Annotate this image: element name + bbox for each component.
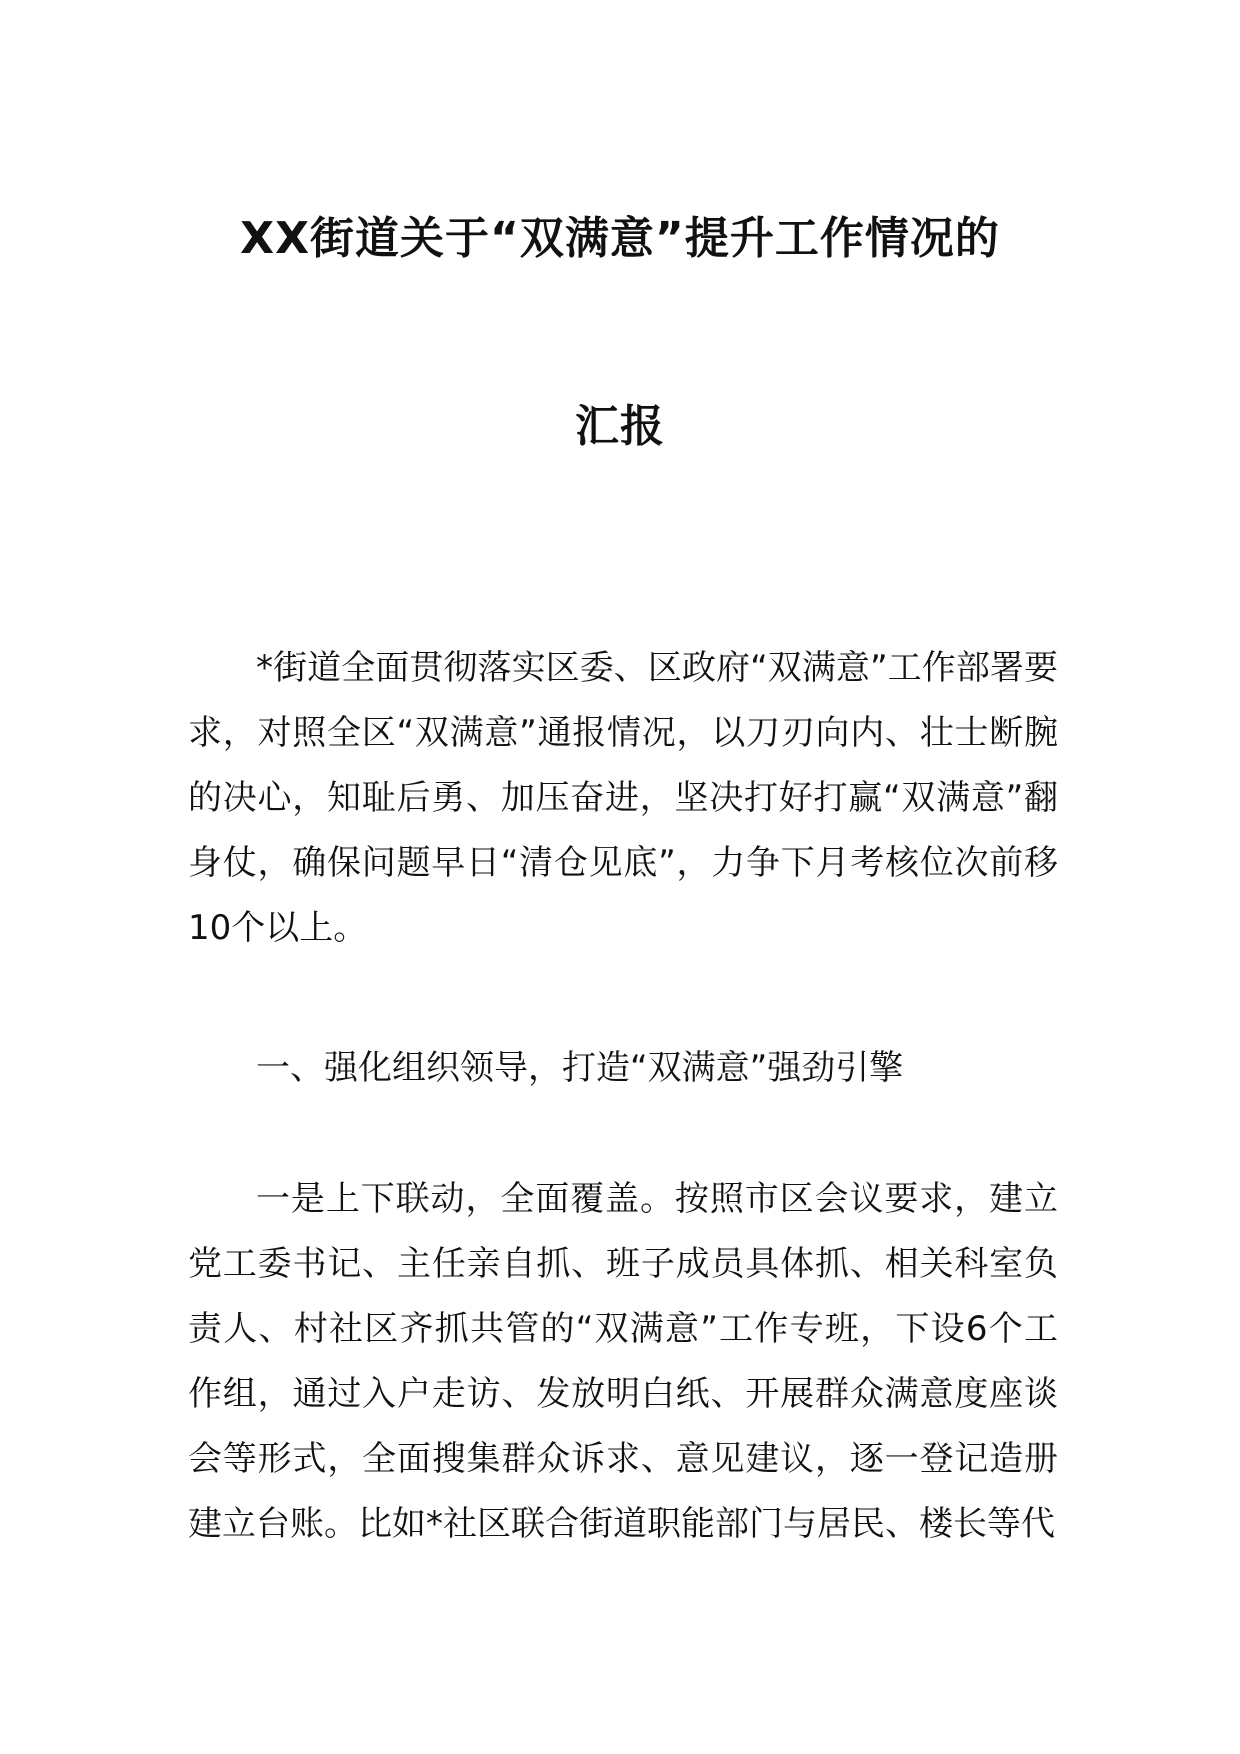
document-title-line-1: XX街道关于“双满意”提升工作情况的 [240,213,1000,264]
intro-paragraph: *街道全面贯彻落实区委、区政府“双满意”工作部署要求，对照全区“双满意”通报情况，以刀刃向内、壮士断腕的决心，知耻后勇、加压奋进，坚决打好打赢“双满意”翻身仗，确保问题早日“清仓见底”，力争下月考核位次前移10个以上。 [188,648,1058,948]
section-heading-1: 一、强化组织领导，打造“双满意”强劲引擎 [256,1048,904,1088]
document-title-line-2: 汇报 [575,401,665,452]
body-paragraph-1: 一是上下联动，全面覆盖。按照市区会议要求，建立党工委书记、主任亲自抓、班子成员具体抓、相关科室负责人、村社区齐抓共管的“双满意”工作专班，下设6个工作组，通过入户走访、发放明白纸、开展群众满意度座谈会等形式，全面搜集群众诉求、意见建议，逐一登记造册建立台账。比如*社区联合街道职能部门与居民、楼长等代 [188,1179,1058,1544]
